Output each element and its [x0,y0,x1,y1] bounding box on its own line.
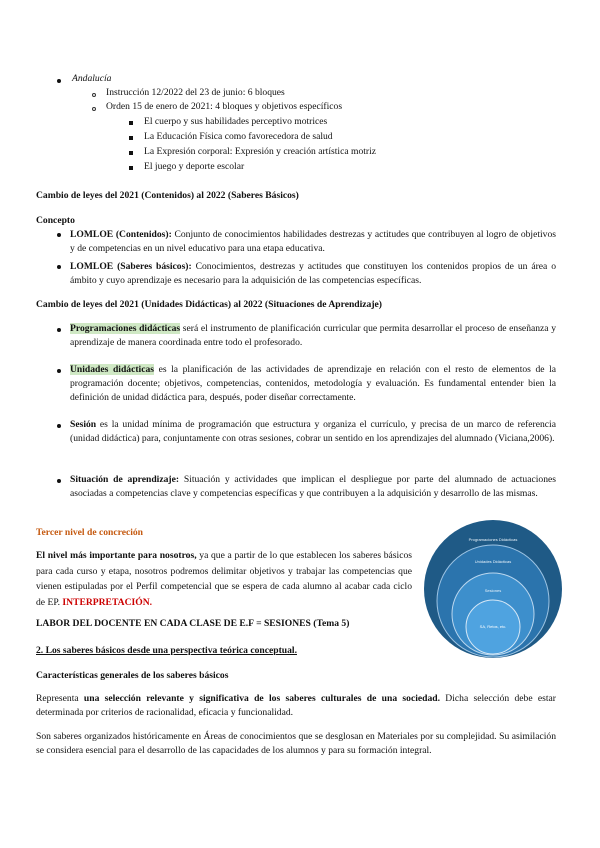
definition-item: Unidades didácticas es la planificación de las actividades de aprendizaje en relación con el resto de elementos de la programación docente; objetivos, competencias, contenidos, metodología y evaluación. Es fundamental entender bien la definición de unidad didáctica para, después, poder diseñar correctamente. [70,364,556,403]
definition-item: Sesión es la unidad mínima de programación que estructura y organiza el currículo, y precisa de un marco de referencia (unidad didáctica) para, conjuntamente con otras sesiones, cobrar un sentido en los aprendizajes del alumnado (Viciana,2006). [70,419,556,444]
diagram-label: Programaciones Didácticas [468,537,518,542]
andalucia-title: Andalucía [72,73,112,84]
caracteristicas-heading: Características generales de los saberes básicos [36,670,229,681]
diagram-label: SA, Retos, etc. [479,624,507,629]
andalucia-subitem: La Expresión corporal: Expresión y creación artística motriz [144,146,377,157]
section2-heading: 2. Los saberes básicos desde una perspectiva teórica conceptual. [36,645,297,656]
andalucia-subitem: El juego y deporte escolar [144,161,245,172]
saberes-paragraph: Representa una selección relevante y significativa de los saberes culturales de una sociedad. Dicha selección debe estar determinada por criterios de racionalidad, eficacia y funcionalidad. [36,693,556,718]
saberes-paragraph: Son saberes organizados históricamente en Áreas de conocimientos que se desglosan en Materiales por su complejidad. Su asimilación se considera esencial para el desarrollo de las capacidades de los alumnos y para su formación integral. [36,731,556,756]
tercer-nivel-paragraph: El nivel más importante para nosotros, ya que a partir de lo que establecen los saberes básicos para cada curso y etapa, nosotros podremos delimitar objetivos y trabajar las competencias que vienen estipuladas por el Perfil competencial que se espera de cada alumno al acabar cada ciclo de EP. INTERPRETACIÓN. [36,550,412,608]
andalucia-subitem: La Educación Física como favorecedora de salud [144,131,333,142]
diagram-label: Sesiones [484,588,502,593]
andalucia-subitem: El cuerpo y sus habilidades perceptivo motrices [144,116,328,127]
bullet-icon [57,79,61,83]
andalucia-item: Orden 15 de enero de 2021: 4 bloques y objetivos específicos [106,101,343,112]
bullet-icon [57,424,61,428]
definition-item: Programaciones didácticas será el instrumento de planificación curricular que permita desarrollar el proceso de enseñanza y aprendizaje de manera coordinada entre todo el profesorado. [70,323,557,348]
labor-docente-heading: LABOR DEL DOCENTE EN CADA CLASE DE E.F = SESIONES (Tema 5) [36,618,350,629]
bullet-icon [57,265,61,269]
bullet-icon [57,233,61,237]
diagram-label: Unidades Didácticas [474,559,512,564]
circle-bullet-icon [92,93,96,97]
square-bullet-icon [129,151,133,155]
andalucia-item: Instrucción 12/2022 del 23 de junio: 6 bloques [106,87,285,98]
concreción-levels-diagram [423,519,563,659]
definition-item: LOMLOE (Saberes básicos): Conocimientos, destrezas y actitudes que constituyen los contenidos propios de un área o ámbito y cuyo aprendizaje es necesario para la adquisición de las competencias específicas. [70,261,556,286]
concepto-heading: Concepto [36,215,75,226]
bullet-icon [57,328,61,332]
bullet-icon [57,369,61,373]
square-bullet-icon [129,136,133,140]
definition-item: LOMLOE (Contenidos): Conjunto de conocimientos habilidades destrezas y actitudes que contribuyen al logro de objetivos y de competencias en un nivel educativo para una etapa educativa. [70,229,556,254]
circle-bullet-icon [92,107,96,111]
tercer-nivel-heading: Tercer nivel de concreción [36,527,144,538]
section-heading: Cambio de leyes del 2021 (Contenidos) al 2022 (Saberes Básicos) [36,190,299,201]
definition-item: Situación de aprendizaje: Situación y actividades que implican el despliegue por parte del alumnado de actuaciones asociadas a competencias clave y competencias específicas y que contribuyen a la adquisición y desarrollo de las mismas. [70,474,556,499]
section-heading: Cambio de leyes del 2021 (Unidades Didácticas) al 2022 (Situaciones de Aprendizaje) [36,299,382,310]
square-bullet-icon [129,166,133,170]
square-bullet-icon [129,121,133,125]
bullet-icon [57,479,61,483]
